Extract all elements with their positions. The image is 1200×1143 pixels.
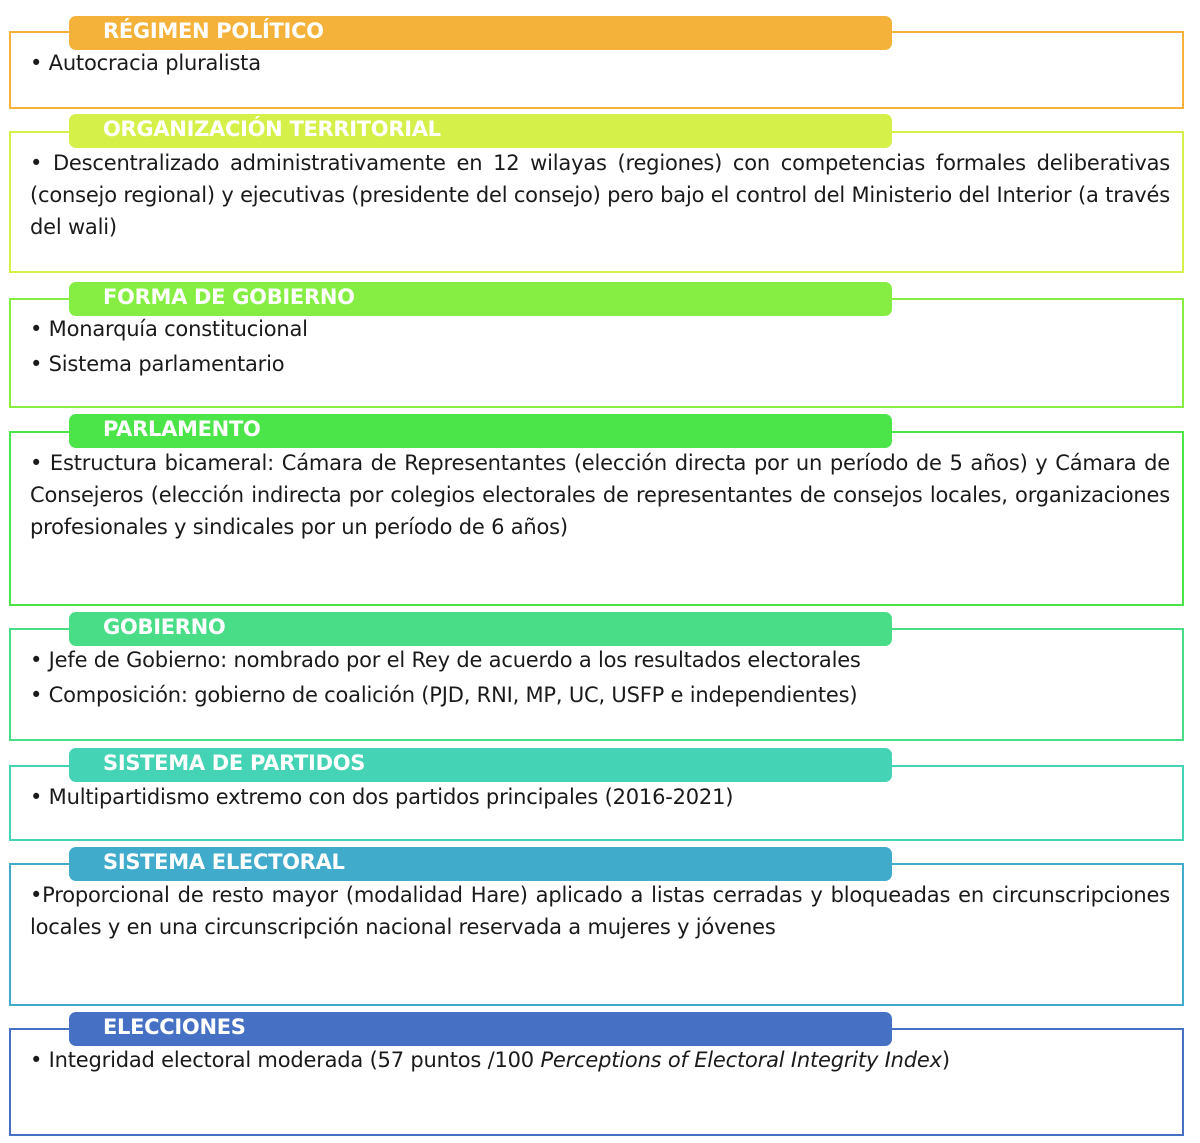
partidos-title: SISTEMA DE PARTIDOS [69, 748, 892, 782]
forma-content [30, 313, 1170, 383]
territorial-content [30, 147, 1170, 246]
partidos-content [30, 781, 1170, 816]
gobierno-title: GOBIERNO [69, 612, 892, 646]
elecciones-bullet-text: • Integridad electoral moderada (57 puntos /100 [30, 1048, 541, 1072]
gobierno-bullet-2: • Composición: gobierno de coalición (PJD, RNI, MP, UC, USFP e independientes) [30, 683, 858, 707]
regimen-bullet-1: • Autocracia pluralista [30, 51, 261, 75]
parlamento-title: PARLAMENTO [69, 414, 892, 448]
elecciones-content [30, 1044, 1170, 1079]
territorial-bullet-1: • Descentralizado administrativamente en 12 wilayas (regiones) con competencias formales deliberativas (consejo regional) y ejecutivas (presidente del consejo) pero bajo el control del Ministerio del Interior (a través del wali) [30, 151, 1170, 239]
forma-title: FORMA DE GOBIERNO [69, 282, 892, 316]
electoral-content [30, 879, 1170, 946]
forma-bullet-1: • Monarquía constitucional [30, 317, 308, 341]
forma-bullet-2: • Sistema parlamentario [30, 352, 285, 376]
partidos-bullet-1: • Multipartidismo extremo con dos partidos principales (2016-2021) [30, 785, 734, 809]
territorial-title: ORGANIZACIÓN TERRITORIAL [69, 114, 892, 148]
elecciones-index-name: Perceptions of Electoral Integrity Index [540, 1048, 942, 1072]
gobierno-bullet-1: • Jefe de Gobierno: nombrado por el Rey de acuerdo a los resultados electorales [30, 648, 861, 672]
regimen-content [30, 47, 1170, 82]
regimen-title: RÉGIMEN POLÍTICO [69, 16, 892, 50]
parlamento-content [30, 447, 1170, 546]
parlamento-bullet-1: • Estructura bicameral: Cámara de Representantes (elección directa por un período de 5 años) y Cámara de Consejeros (elección indirecta por colegios electorales de representantes de consejos locales, organizaciones profesionales y sindicales por un período de 6 años) [30, 451, 1170, 539]
gobierno-content [30, 644, 1170, 714]
elecciones-bullet-tail: ) [941, 1048, 950, 1072]
elecciones-title: ELECCIONES [69, 1012, 892, 1046]
electoral-bullet-1: •Proporcional de resto mayor (modalidad Hare) aplicado a listas cerradas y bloqueadas en circunscripciones locales y en una circunscripción nacional reservada a mujeres y jóvenes [30, 883, 1170, 939]
electoral-title: SISTEMA ELECTORAL [69, 847, 892, 881]
elecciones-bullet-1 [30, 1044, 1170, 1076]
